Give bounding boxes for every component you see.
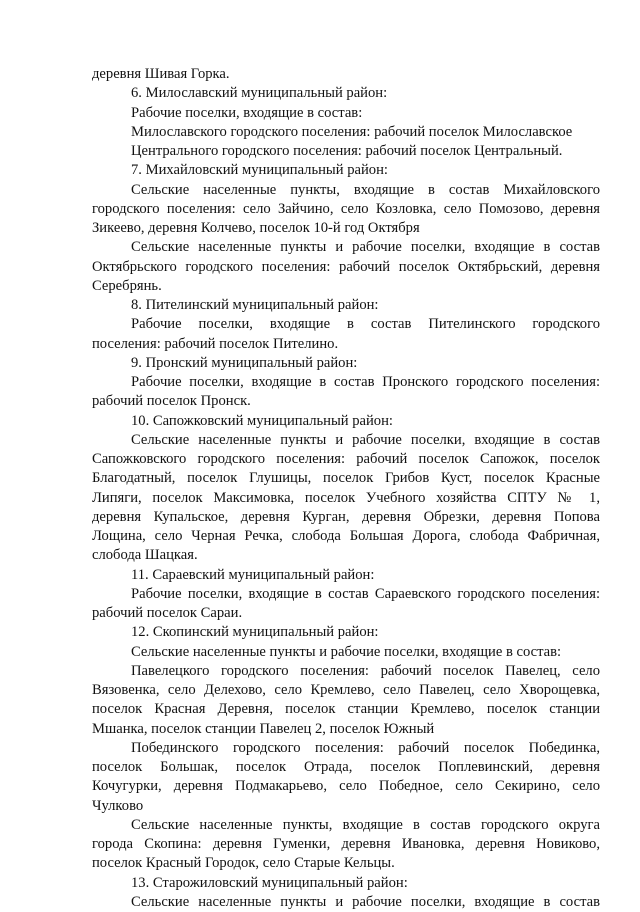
text-line: поселок Большак, поселок Отрада, поселок Поплевинский, деревня — [92, 759, 600, 775]
text-line: города Скопина: деревня Гуменки, деревня Ивановка, деревня Новиково, — [92, 836, 600, 852]
text-line: Кочугурки, деревня Подмакарьево, село Победное, село Секирино, село — [92, 778, 600, 795]
text-line: Рабочие поселки, входящие в состав Пителинского городского — [131, 316, 600, 333]
text-line: городского поселения: село Зайчино, село Козловка, село Помозово, деревня — [92, 200, 600, 217]
text-line: Лощина, село Черная Речка, слобода Большая Дорога, слобода Фабричная, — [92, 528, 600, 544]
text-line: Липяги, поселок Максимовка, поселок Учебного хозяйства СПТУ № 1, — [92, 489, 600, 506]
text-line: деревня Купальское, деревня Курган, деревня Обрезки, деревня Попова — [92, 508, 600, 525]
text-line: Рабочие поселки, входящие в состав: — [131, 104, 363, 121]
text-line: Благодатный, поселок Глушицы, поселок Грибов Куст, поселок Красные — [92, 470, 600, 487]
text-line: Сельские населенные пункты, входящие в состав Михайловского — [131, 181, 600, 198]
text-line: 11. Сараевский муниципальный район: — [131, 566, 375, 583]
text-line: деревня Шивая Горка. — [92, 66, 230, 82]
text-line: 10. Сапожковский муниципальный район: — [131, 412, 393, 429]
text-line: Сельские населенные пункты и рабочие поселки, входящие в состав — [131, 431, 600, 448]
text-line: Серебрянь. — [92, 277, 162, 294]
text-line: поселок Красный Городок, село Старые Кельцы. — [92, 855, 395, 872]
text-line: Сельские населенные пункты и рабочие поселки, входящие в состав: — [131, 643, 562, 660]
text-line: Зикеево, деревня Колчево, поселок 10-й год Октября — [92, 220, 420, 236]
text-line: 12. Скопинский муниципальный район: — [131, 624, 379, 641]
text-line: Сапожковского городского поселения: рабочий поселок Сапожок, поселок — [92, 451, 600, 467]
text-line: 6. Милославский муниципальный район: — [131, 85, 388, 102]
text-line: Центрального городского поселения: рабочий поселок Центральный. — [131, 143, 563, 159]
text-line: 9. Пронский муниципальный район: — [131, 354, 358, 371]
text-line: Чулково — [92, 797, 144, 814]
text-line: 13. Старожиловский муниципальный район: — [131, 874, 408, 891]
text-line: 8. Пителинский муниципальный район: — [131, 297, 379, 313]
document-body — [92, 65, 600, 912]
text-line: 7. Михайловский муниципальный район: — [131, 162, 388, 179]
text-line: Сельские населенные пункты и рабочие поселки, входящие в состав — [131, 239, 600, 256]
text-line: рабочий поселок Пронск. — [92, 393, 251, 410]
text-line: Рабочие поселки, входящие в состав Сараевского городского поселения: — [131, 585, 600, 602]
text-line: Павелецкого городского поселения: рабочий поселок Павелец, село — [131, 662, 600, 679]
text-line: Октябрьского городского поселения: рабочий поселок Октябрьский, деревня — [92, 258, 600, 275]
text-line: рабочий поселок Сараи. — [92, 605, 243, 621]
text-line: Мшанка, поселок станции Павелец 2, поселок Южный — [92, 720, 435, 737]
text-line: Сельские населенные пункты и рабочие поселки, входящие в состав — [131, 893, 600, 910]
text-line: поселения: рабочий поселок Пителино. — [92, 335, 339, 352]
text-line: Сельские населенные пункты, входящие в состав городского округа — [131, 816, 600, 833]
text-line: Побединского городского поселения: рабочий поселок Побединка, — [131, 739, 600, 756]
text-line: Вязовенка, село Делехово, село Кремлево, село Павелец, село Хворощевка, — [92, 682, 600, 698]
text-line: слобода Шацкая. — [92, 547, 198, 564]
text-line: Рабочие поселки, входящие в состав Пронского городского поселения: — [131, 374, 600, 390]
text-line: поселок Красная Деревня, поселок станции Кремлево, поселок станции — [92, 701, 600, 718]
text-line: Милославского городского поселения: рабочий поселок Милославское — [131, 123, 573, 140]
